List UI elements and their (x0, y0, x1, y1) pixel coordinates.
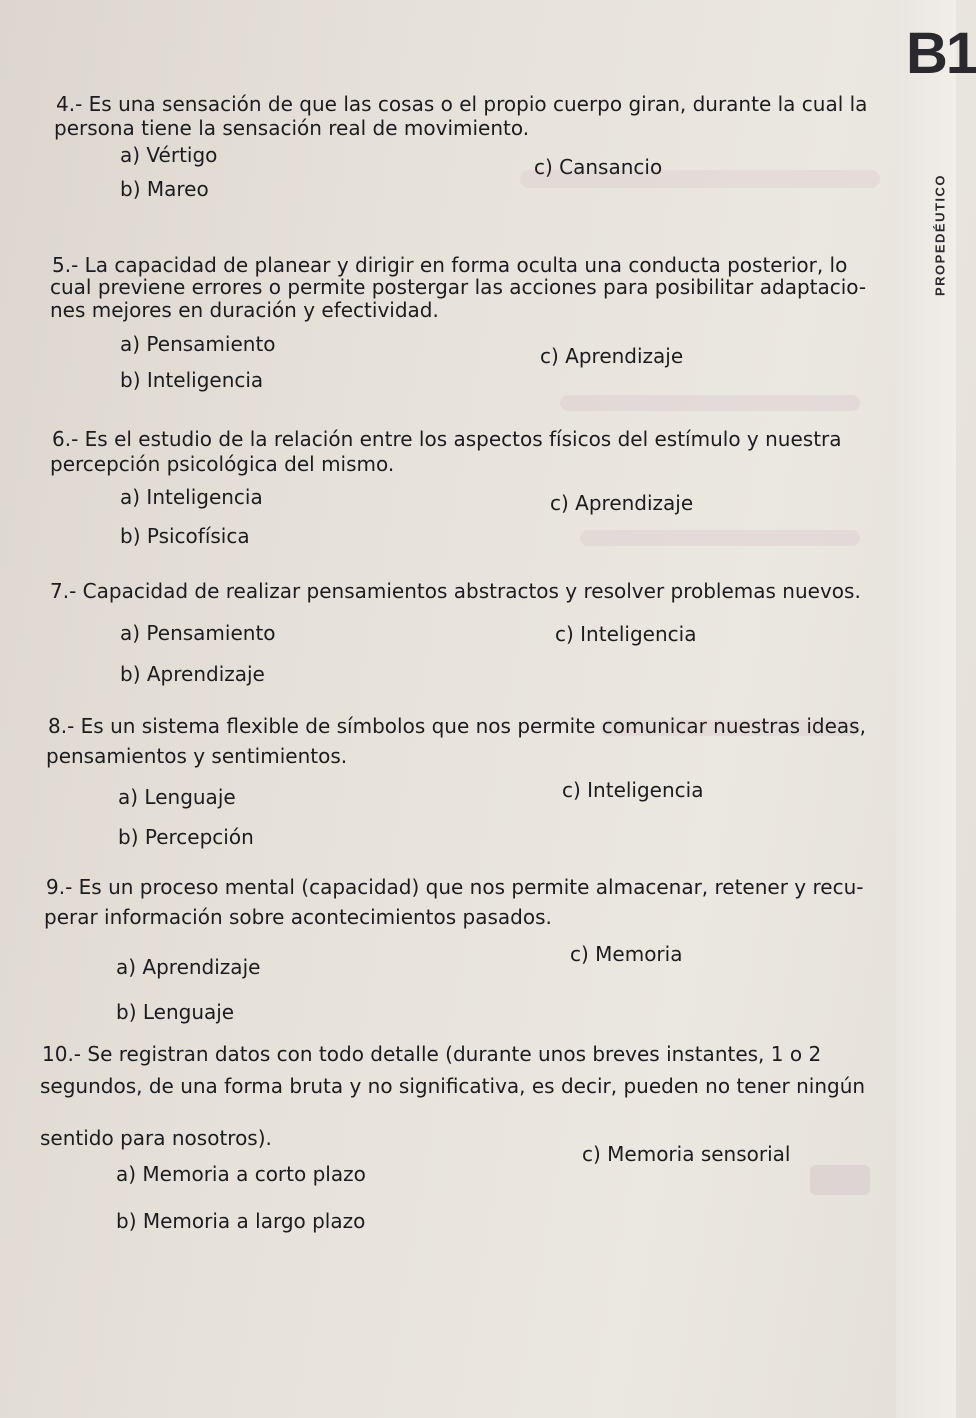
question-6-option-c: c) Aprendizaje (550, 491, 694, 515)
question-6-line-1: 6.- Es el estudio de la relación entre los aspectos físicos del estímulo y nuestra (52, 427, 842, 451)
question-9-option-b: b) Lenguaje (116, 1000, 235, 1024)
section-label (930, 160, 950, 310)
question-7-line-1: 7.- Capacidad de realizar pensamientos abstractos y resolver problemas nuevos. (50, 579, 861, 603)
question-6-option-b: b) Psicofísica (120, 524, 250, 548)
question-5-line-3: nes mejores en duración y efectividad. (50, 298, 439, 322)
question-7-option-c: c) Inteligencia (555, 622, 697, 646)
question-5-line-1: 5.- La capacidad de planear y dirigir en forma oculta una conducta posterior, lo (52, 253, 848, 277)
question-8-option-c: c) Inteligencia (562, 778, 704, 802)
question-4-line-1: 4.- Es una sensación de que las cosas o el propio cuerpo giran, durante la cual la (56, 92, 868, 116)
question-10-line-2: segundos, de una forma bruta y no significativa, es decir, pueden no tener ningún (40, 1074, 866, 1098)
question-10-option-b: b) Memoria a largo plazo (116, 1209, 366, 1233)
question-6-option-a: a) Inteligencia (120, 485, 263, 509)
question-5-option-b: b) Inteligencia (120, 368, 264, 392)
section-label-text: PROPEDÉUTICO (932, 173, 948, 297)
question-10-line-3: sentido para nosotros). (40, 1126, 272, 1150)
question-8-line-2: pensamientos y sentimientos. (46, 744, 348, 768)
question-8-option-a: a) Lenguaje (118, 785, 236, 809)
question-9-option-a: a) Aprendizaje (116, 955, 261, 979)
bleed-through-texture (580, 530, 860, 546)
question-10-option-a: a) Memoria a corto plazo (116, 1162, 366, 1186)
question-6-line-2: percepción psicológica del mismo. (50, 452, 395, 476)
question-5-option-c: c) Aprendizaje (540, 344, 684, 368)
question-4-option-b: b) Mareo (120, 177, 209, 201)
question-5-line-2: cual previene errores o permite postergar las acciones para posibilitar adaptacio- (50, 275, 867, 299)
question-9-option-c: c) Memoria (570, 942, 683, 966)
question-9-line-1: 9.- Es un proceso mental (capacidad) que nos permite almacenar, retener y recu- (46, 875, 864, 899)
question-7-option-a: a) Pensamiento (120, 621, 276, 645)
section-code: B1 (906, 21, 976, 86)
question-8-option-b: b) Percepción (118, 825, 254, 849)
question-10-line-1: 10.- Se registran datos con todo detalle (durante unos breves instantes, 1 o 2 (42, 1042, 822, 1066)
bleed-through-texture (810, 1165, 870, 1195)
question-4-option-c: c) Cansancio (534, 155, 663, 179)
question-4-option-a: a) Vértigo (120, 143, 218, 167)
question-5-option-a: a) Pensamiento (120, 332, 276, 356)
question-4-line-2: persona tiene la sensación real de movimiento. (54, 116, 530, 140)
question-10-option-c: c) Memoria sensorial (582, 1142, 791, 1166)
bleed-through-texture (560, 395, 860, 411)
question-9-line-2: perar información sobre acontecimientos pasados. (44, 905, 552, 929)
question-8-line-1: 8.- Es un sistema flexible de símbolos que nos permite comunicar nuestras ideas, (48, 714, 866, 738)
question-7-option-b: b) Aprendizaje (120, 662, 265, 686)
